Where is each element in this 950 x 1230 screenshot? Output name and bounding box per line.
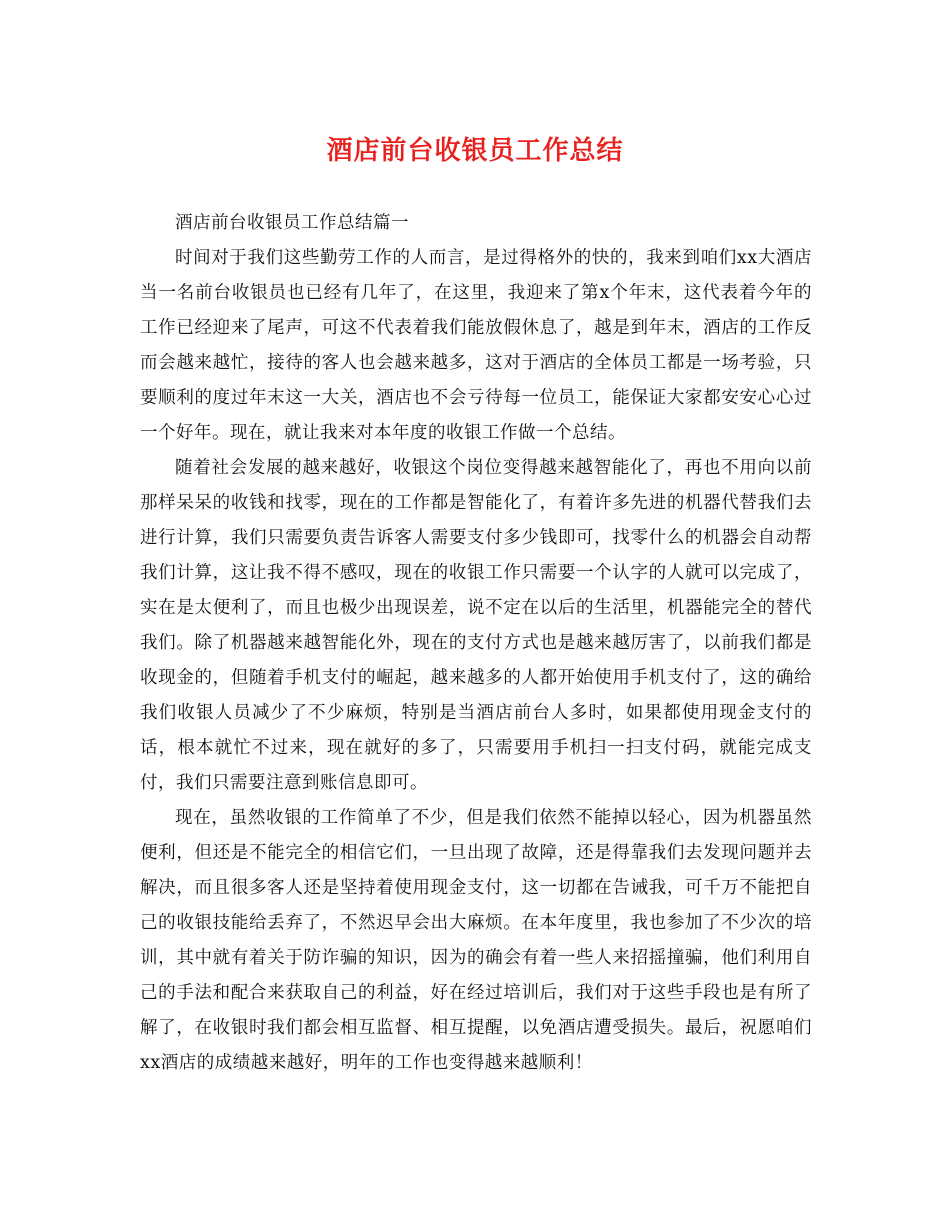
subheading: 酒店前台收银员工作总结篇一 [175, 213, 409, 233]
paragraph-1: 时间对于我们这些勤劳工作的人而言，是过得格外的快的，我来到咱们xx大酒店当一名前台收银员也已经有几年了，在这里，我迎来了第x个年末，这代表着今年的工作已经迎来了尾声，可这不代表着我们能放假休息了，越是到年末，酒店的工作反而会越来越忙，接待的客人也会越来越多，这对于酒店的全体员工都是一场考验，只要顺利的度过年末这一大关，酒店也不会亏待每一位员工，能保证大家都安安心心过一个好年。现在，就让我来对本年度的收银工作做一个总结。 [140, 248, 812, 443]
document-body [140, 206, 812, 1081]
paragraph-3: 现在，虽然收银的工作简单了不少，但是我们依然不能掉以轻心，因为机器虽然便利，但还是不能完全的相信它们，一旦出现了故障，还是得靠我们去发现问题并去解决，而且很多客人还是坚持着使用现金支付，这一切都在告诫我，可千万不能把自己的收银技能给丢弃了，不然迟早会出大麻烦。在本年度里，我也参加了不少次的培训，其中就有着关于防诈骗的知识，因为的确会有着一些人来招摇撞骗，他们利用自己的手法和配合来获取自己的利益，好在经过培训后，我们对于这些手段也是有所了解了，在收银时我们都会相互监督、相互提醒，以免酒店遭受损失。最后，祝愿咱们xx酒店的成绩越来越好，明年的工作也变得越来越顺利！ [140, 808, 812, 1073]
paragraph-2: 随着社会发展的越来越好，收银这个岗位变得越来越智能化了，再也不用向以前那样呆呆的收钱和找零，现在的工作都是智能化了，有着许多先进的机器代替我们去进行计算，我们只需要负责告诉客人需要支付多少钱即可，找零什么的机器会自动帮我们计算，这让我不得不感叹，现在的收银工作只需要一个认字的人就可以完成了，实在是太便利了，而且也极少出现误差，说不定在以后的生活里，机器能完全的替代我们。除了机器越来越智能化外，现在的支付方式也是越来越厉害了，以前我们都是收现金的，但随着手机支付的崛起，越来越多的人都开始使用手机支付了，这的确给我们收银人员减少了不少麻烦，特别是当酒店前台人多时，如果都使用现金支付的话，根本就忙不过来，现在就好的多了，只需要用手机扫一扫支付码，就能完成支付，我们只需要注意到账信息即可。 [140, 458, 812, 793]
document-title: 酒店前台收银员工作总结 [326, 136, 624, 166]
